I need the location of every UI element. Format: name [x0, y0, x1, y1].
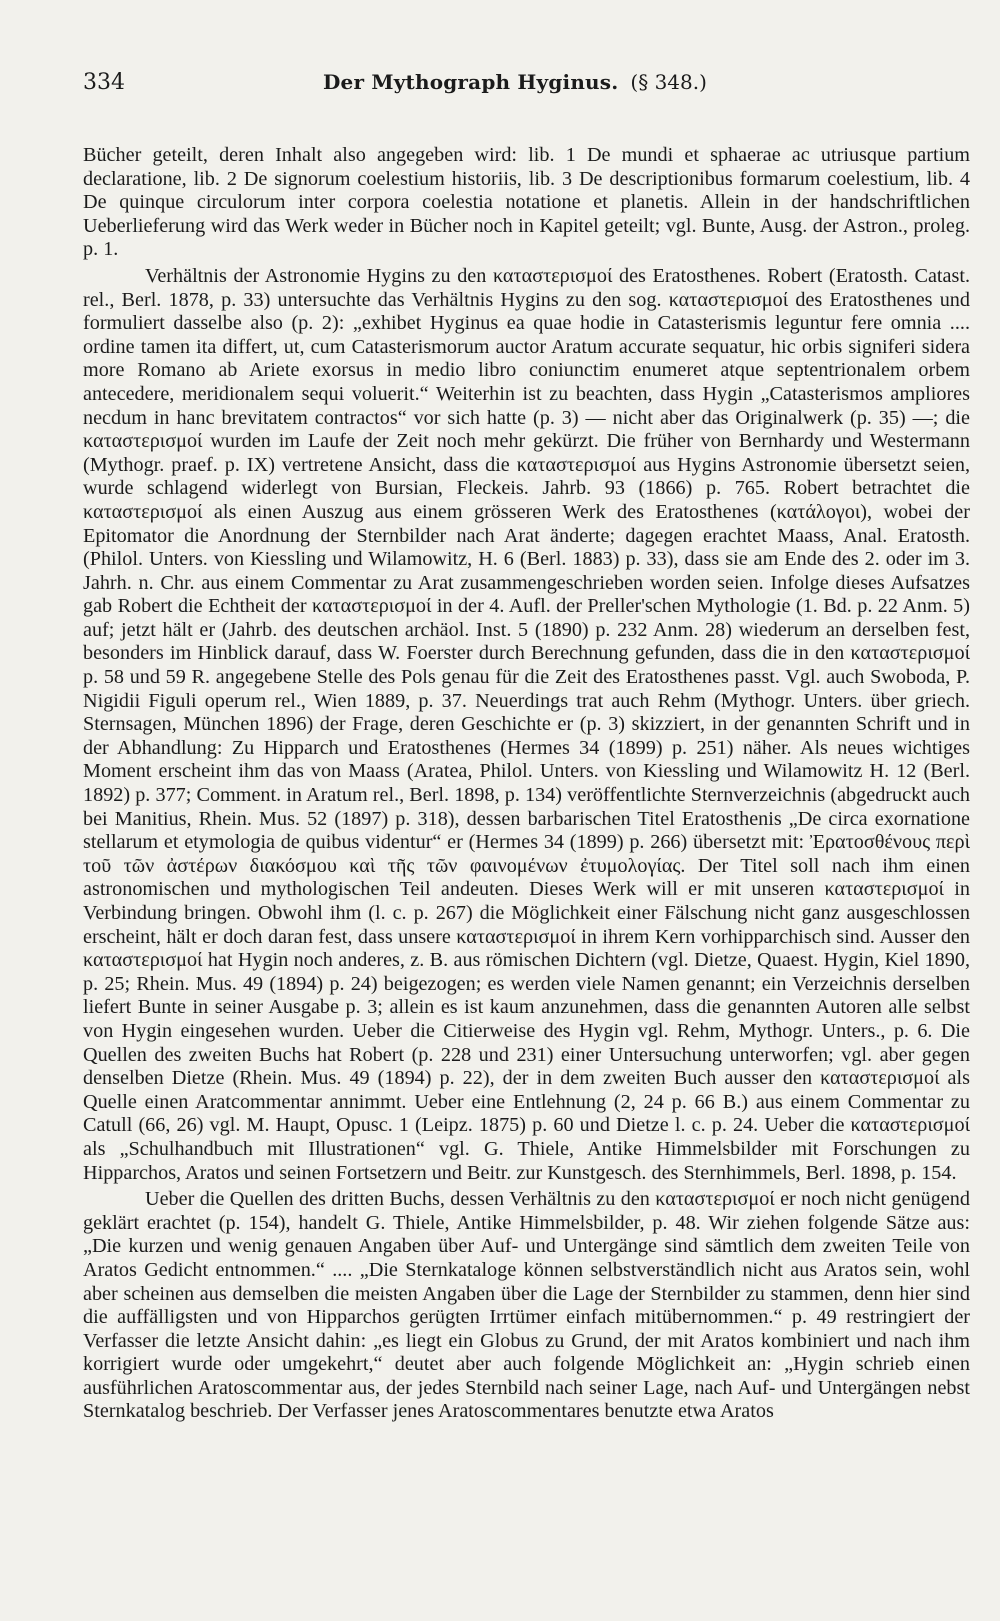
running-title: Der Mythograph Hyginus. [323, 70, 619, 94]
page-number: 334 [83, 70, 125, 95]
paragraph-eratosthenes: Verhältnis der Astronomie Hygins zu den καταστερισμοί des Eratosthenes. Robert (Eratosth. Catast. rel., Berl. 1878, p. 33) untersuchte das Verhältnis Hygins zu den sog. καταστερισμοί des Eratosthenes und formuliert dasselbe also (p. 2): „exhibet Hyginus ea quae hodie in Catasterismis leguntur fere omnia .... ordine tamen ita differt, ut, cum Catasterismorum auctor Aratum accurate sequatur, hic orbis signiferi sidera more Romano ab Ariete exorsus in medio libro coniunctim enumeret atque septentrionalem orbem antecedere, meridionalem sequi voluerit.“ Weiterhin ist zu beachten, dass Hygin „Catasterismos ampliores necdum in hanc brevitatem contractos“ vor sich hatte (p. 3) — nicht aber das Originalwerk (p. 35) —; die καταστερισμοί wurden im Laufe der Zeit noch mehr gekürzt. Die früher von Bernhardy und Westermann (Mythogr. praef. p. IX) vertretene Ansicht, dass die καταστερισμοί aus Hygins Astronomie übersetzt seien, wurde schlagend widerlegt von Bursian, Fleckeis. Jahrb. 93 (1866) p. 765. Robert betrachtet die καταστερισμοί als einen Auszug aus einem grösseren Werk des Eratosthenes (κατάλογοι), wobei der Epitomator die Anordnung der Sternbilder nach Arat änderte; dagegen erachtet Maass, Anal. Eratosth. (Philol. Unters. von Kiessling und Wilamowitz, H. 6 (Berl. 1883) p. 33), dass sie am Ende des 2. oder im 3. Jahrh. n. Chr. aus einem Commentar zu Arat zusammengeschrieben worden seien. Infolge dieses Aufsatzes gab Robert die Echtheit der καταστερισμοί in der 4. Aufl. der Preller'schen Mythologie (1. Bd. p. 22 Anm. 5) auf; jetzt hält er (Jahrb. des deutschen archäol. Inst. 5 (1890) p. 232 Anm. 28) wiederum an derselben fest, besonders im Hinblick darauf, dass W. Foerster durch Berechnung gefunden, dass die in den καταστερισμοί p. 58 und 59 R. angegebene Stelle des Pols genau für die Zeit des Eratosthenes passt. Vgl. auch Swoboda, P. Nigidii Figuli operum rel., Wien 1889, p. 37. Neuerdings trat auch Rehm (Mythogr. Unters. über griech. Sternsagen, München 1896) der Frage, deren Geschichte er (p. 3) skizziert, in der genannten Schrift und in der Abhandlung: Zu Hipparch und Eratosthenes (Hermes 34 (1899) p. 251) näher. Als neues wichtiges Moment erscheint ihm das von Maass (Aratea, Philol. Unters. von Kiessling und Wilamowitz H. 12 (Berl. 1892) p. 377; Comment. in Aratum rel., Berl. 1898, p. 134) veröffentlichte Sternverzeichnis (abgedruckt auch bei Manitius, Rhein. Mus. 52 (1897) p. 318), dessen barbarischen Titel Eratosthenis „De circa exornatione stellarum et etymologia de quibus videntur“ er (Hermes 34 (1899) p. 266) übersetzt mit: Ἐρατοσθένους περὶ τοῦ τῶν ἀστέρων διακόσμου καὶ τῆς τῶν φαινομένων ἐτυμολογίας. Der Titel soll nach ihm einen astronomischen und mythologischen Teil andeuten. Dieses Werk will er mit unseren καταστερισμοί in Verbindung bringen. Obwohl ihm (l. c. p. 267) die Möglichkeit einer Fälschung nicht ganz ausgeschlossen erscheint, hält er doch daran fest, dass unsere καταστερισμοί in ihrem Kern vorhipparchisch sind. Ausser den καταστερισμοί hat Hygin noch anderes, z. B. aus römischen Dichtern (vgl. Dietze, Quaest. Hygin, Kiel 1890, p. 25; Rhein. Mus. 49 (1894) p. 24) beigezogen; es werden viele Namen genannt; ein Verzeichnis derselben liefert Bunte in seiner Ausgabe p. 3; allein es ist kaum anzunehmen, dass die genannten Autoren alle selbst von Hygin eingesehen wurden. Ueber die Citierweise des Hygin vgl. Rehm, Mythogr. Unters., p. 6. Die Quellen des zweiten Buchs hat Robert (p. 228 und 231) einer Untersuchung unterworfen; vgl. aber gegen denselben Dietze (Rhein. Mus. 49 (1894) p. 22), der in dem zweiten Buch ausser den καταστερισμοί als Quelle einen Aratcommentar annimmt. Ueber eine Entlehnung (2, 24 p. 66 B.) aus einem Commentar zu Catull (66, 26) vgl. M. Haupt, Opusc. 1 (Leipz. 1875) p. 60 und Dietze l. c. p. 24. Ueber die καταστερισμοί als „Schulhandbuch mit Illustrationen“ vgl. G. Thiele, Antike Himmelsbilder mit Forschungen zu Hipparchos, Aratos und seinen Fortsetzern und Beitr. zur Kunstgesch. des Sternhimmels, Berl. 1898, p. 154. [83, 264, 970, 1184]
section-reference: (§ 348.) [630, 70, 707, 94]
paragraph-continuation: Bücher geteilt, deren Inhalt also angegeben wird: lib. 1 De mundi et sphaerae ac utriusque partium declaratione, lib. 2 De signorum coelestium historiis, lib. 3 De descriptionibus formarum coelestium, lib. 4 De quinque circulorum inter corpora coelestia notatione et planetis. Allein in der handschriftlichen Ueberlieferung wird das Werk weder in Bücher noch in Kapitel geteilt; vgl. Bunte, Ausg. der Astron., proleg. p. 1. [83, 144, 970, 261]
paragraph-third-book: Ueber die Quellen des dritten Buchs, dessen Verhältnis zu den καταστερισμοί er noch nicht genügend geklärt erachtet (p. 154), handelt G. Thiele, Antike Himmelsbilder, p. 48. Wir ziehen folgende Sätze aus: „Die kurzen und wenig genauen Angaben über Auf- und Untergänge sind sämtlich dem zweiten Teile von Aratos Gedicht entnommen.“ .... „Die Sternkataloge können selbstverständlich nicht aus Aratos sein, wohl aber scheinen aus demselben die meisten Angaben über die Lage der Sternbilder zu stammen, denn hier sind die auffälligsten und von Hipparchos gerügten Irrtümer einfach mitübernommen.“ p. 49 restringiert der Verfasser die letzte Ansicht dahin: „es liegt ein Globus zu Grund, der mit Aratos kombiniert und nach ihm korrigiert wurde oder umgekehrt,“ deutet aber auch folgende Möglichkeit an: „Hygin schrieb einen ausführlichen Aratoscommentar aus, der jedes Sternbild nach seiner Lage, nach Auf- und Untergängen nebst Sternkatalog beschrieb. Der Verfasser jenes Aratoscommentares benutzte etwa Aratos [83, 1188, 970, 1423]
running-head [83, 70, 970, 110]
page-body [83, 144, 970, 1424]
